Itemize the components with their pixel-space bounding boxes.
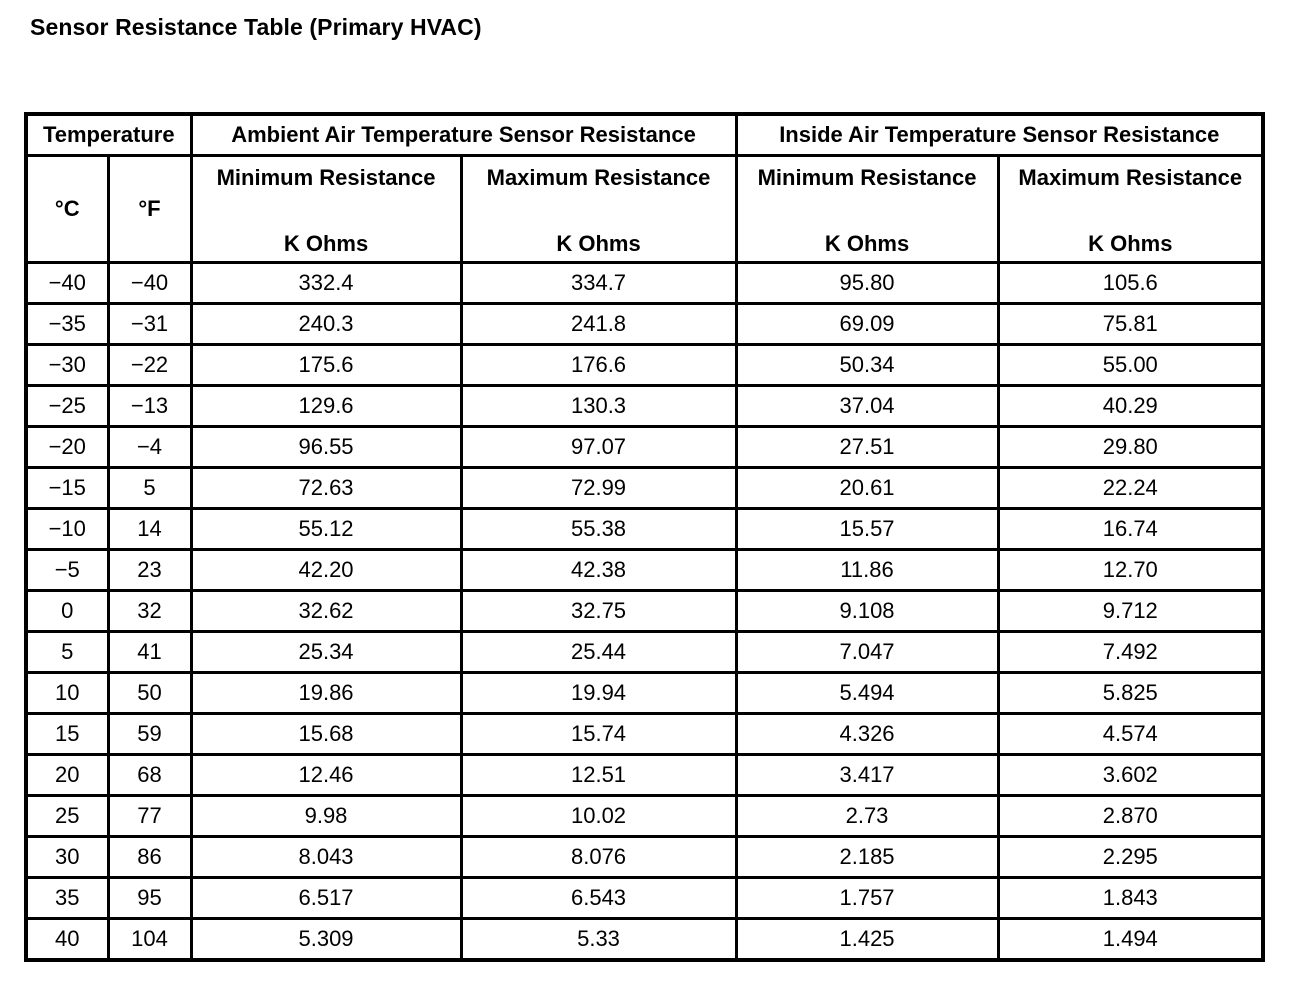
inside-max-cell: 4.574: [998, 714, 1263, 755]
celsius-cell: 0: [26, 591, 108, 632]
celsius-cell: −15: [26, 468, 108, 509]
table-row: [26, 263, 1263, 304]
celsius-cell: 5: [26, 632, 108, 673]
table-row: [26, 755, 1263, 796]
ambient-max-cell: 130.3: [461, 386, 736, 427]
table-row: [26, 386, 1263, 427]
inside-min-label: Minimum Resistance: [757, 165, 977, 190]
ambient-max-cell: 334.7: [461, 263, 736, 304]
inside-min-cell: 69.09: [736, 304, 998, 345]
ambient-max-cell: 10.02: [461, 796, 736, 837]
table-row: [26, 591, 1263, 632]
inside-min-cell: 11.86: [736, 550, 998, 591]
inside-min-cell: 3.417: [736, 755, 998, 796]
ambient-max-cell: 55.38: [461, 509, 736, 550]
inside-max-unit: K Ohms: [1088, 231, 1173, 256]
celsius-cell: −40: [26, 263, 108, 304]
ambient-max-cell: 97.07: [461, 427, 736, 468]
fahrenheit-cell: 95: [108, 878, 191, 919]
inside-max-cell: 7.492: [998, 632, 1263, 673]
inside-min-cell: 95.80: [736, 263, 998, 304]
inside-max-cell: 2.870: [998, 796, 1263, 837]
ambient-min-cell: 9.98: [191, 796, 461, 837]
table-row: [26, 878, 1263, 919]
fahrenheit-cell: 32: [108, 591, 191, 632]
ambient-min-cell: 32.62: [191, 591, 461, 632]
ambient-min-cell: 129.6: [191, 386, 461, 427]
fahrenheit-header: °F: [108, 156, 191, 263]
ambient-min-label: Minimum Resistance: [216, 165, 436, 190]
fahrenheit-cell: 104: [108, 919, 191, 961]
celsius-cell: 30: [26, 837, 108, 878]
ambient-min-cell: 6.517: [191, 878, 461, 919]
inside-max-cell: 1.494: [998, 919, 1263, 961]
celsius-cell: 25: [26, 796, 108, 837]
inside-min-cell: 9.108: [736, 591, 998, 632]
inside-max-cell: 3.602: [998, 755, 1263, 796]
ambient-max-label: Maximum Resistance: [486, 165, 711, 190]
inside-min-cell: 27.51: [736, 427, 998, 468]
inside-min-cell: 1.425: [736, 919, 998, 961]
table-row: [26, 919, 1263, 961]
ambient-max-cell: 8.076: [461, 837, 736, 878]
celsius-cell: −30: [26, 345, 108, 386]
ambient-max-cell: 32.75: [461, 591, 736, 632]
ambient-max-header: [461, 156, 736, 263]
inside-min-cell: 5.494: [736, 673, 998, 714]
ambient-max-cell: 176.6: [461, 345, 736, 386]
inside-min-cell: 4.326: [736, 714, 998, 755]
ambient-max-cell: 12.51: [461, 755, 736, 796]
inside-max-cell: 40.29: [998, 386, 1263, 427]
inside-group-header: Inside Air Temperature Sensor Resistance: [736, 114, 1263, 156]
table-row: [26, 714, 1263, 755]
ambient-min-cell: 12.46: [191, 755, 461, 796]
table-row: [26, 509, 1263, 550]
celsius-header: °C: [26, 156, 108, 263]
ambient-min-cell: 42.20: [191, 550, 461, 591]
celsius-cell: 35: [26, 878, 108, 919]
celsius-cell: −10: [26, 509, 108, 550]
table-row: [26, 673, 1263, 714]
inside-min-cell: 2.73: [736, 796, 998, 837]
celsius-cell: 40: [26, 919, 108, 961]
table-row: [26, 304, 1263, 345]
table-row: [26, 837, 1263, 878]
inside-min-cell: 1.757: [736, 878, 998, 919]
celsius-cell: −20: [26, 427, 108, 468]
table-row: [26, 796, 1263, 837]
ambient-min-cell: 8.043: [191, 837, 461, 878]
inside-max-cell: 105.6: [998, 263, 1263, 304]
inside-max-cell: 22.24: [998, 468, 1263, 509]
inside-max-label: Maximum Resistance: [1018, 165, 1243, 190]
ambient-max-unit: K Ohms: [556, 231, 641, 256]
fahrenheit-cell: 41: [108, 632, 191, 673]
fahrenheit-cell: 86: [108, 837, 191, 878]
ambient-min-cell: 55.12: [191, 509, 461, 550]
table-row: [26, 427, 1263, 468]
inside-min-unit: K Ohms: [824, 231, 910, 256]
fahrenheit-cell: −40: [108, 263, 191, 304]
inside-min-cell: 2.185: [736, 837, 998, 878]
ambient-max-cell: 25.44: [461, 632, 736, 673]
fahrenheit-cell: 68: [108, 755, 191, 796]
ambient-min-header: [191, 156, 461, 263]
inside-max-cell: 16.74: [998, 509, 1263, 550]
table-row: [26, 632, 1263, 673]
ambient-min-unit: K Ohms: [283, 231, 369, 256]
fahrenheit-cell: 50: [108, 673, 191, 714]
ambient-max-cell: 5.33: [461, 919, 736, 961]
inside-max-cell: 2.295: [998, 837, 1263, 878]
ambient-min-cell: 332.4: [191, 263, 461, 304]
inside-min-cell: 15.57: [736, 509, 998, 550]
celsius-cell: 10: [26, 673, 108, 714]
sub-header-row: [26, 156, 1263, 263]
page-title: Sensor Resistance Table (Primary HVAC): [30, 14, 482, 40]
ambient-min-cell: 175.6: [191, 345, 461, 386]
fahrenheit-cell: 5: [108, 468, 191, 509]
inside-max-cell: 55.00: [998, 345, 1263, 386]
ambient-min-cell: 96.55: [191, 427, 461, 468]
table-row: [26, 345, 1263, 386]
ambient-min-cell: 15.68: [191, 714, 461, 755]
table-body: [26, 263, 1263, 961]
inside-max-cell: 12.70: [998, 550, 1263, 591]
ambient-max-cell: 19.94: [461, 673, 736, 714]
inside-min-cell: 7.047: [736, 632, 998, 673]
fahrenheit-cell: 77: [108, 796, 191, 837]
ambient-max-cell: 241.8: [461, 304, 736, 345]
fahrenheit-cell: −4: [108, 427, 191, 468]
fahrenheit-cell: −22: [108, 345, 191, 386]
table-row: [26, 550, 1263, 591]
fahrenheit-cell: −13: [108, 386, 191, 427]
sensor-resistance-table: [24, 112, 1265, 962]
ambient-max-cell: 6.543: [461, 878, 736, 919]
fahrenheit-cell: 59: [108, 714, 191, 755]
ambient-max-cell: 42.38: [461, 550, 736, 591]
ambient-max-cell: 15.74: [461, 714, 736, 755]
ambient-group-header: Ambient Air Temperature Sensor Resistance: [191, 114, 736, 156]
ambient-min-cell: 19.86: [191, 673, 461, 714]
inside-min-cell: 50.34: [736, 345, 998, 386]
celsius-cell: 15: [26, 714, 108, 755]
inside-max-header: [998, 156, 1263, 263]
inside-min-header: [736, 156, 998, 263]
inside-max-cell: 5.825: [998, 673, 1263, 714]
celsius-cell: −5: [26, 550, 108, 591]
celsius-cell: 20: [26, 755, 108, 796]
inside-max-cell: 75.81: [998, 304, 1263, 345]
fahrenheit-cell: 23: [108, 550, 191, 591]
ambient-min-cell: 5.309: [191, 919, 461, 961]
ambient-min-cell: 72.63: [191, 468, 461, 509]
group-header-row: [26, 114, 1263, 156]
temperature-group-header: Temperature: [26, 114, 191, 156]
celsius-cell: −25: [26, 386, 108, 427]
ambient-max-cell: 72.99: [461, 468, 736, 509]
ambient-min-cell: 240.3: [191, 304, 461, 345]
inside-max-cell: 29.80: [998, 427, 1263, 468]
table-row: [26, 468, 1263, 509]
fahrenheit-cell: −31: [108, 304, 191, 345]
inside-max-cell: 9.712: [998, 591, 1263, 632]
inside-min-cell: 20.61: [736, 468, 998, 509]
inside-min-cell: 37.04: [736, 386, 998, 427]
inside-max-cell: 1.843: [998, 878, 1263, 919]
ambient-min-cell: 25.34: [191, 632, 461, 673]
celsius-cell: −35: [26, 304, 108, 345]
fahrenheit-cell: 14: [108, 509, 191, 550]
